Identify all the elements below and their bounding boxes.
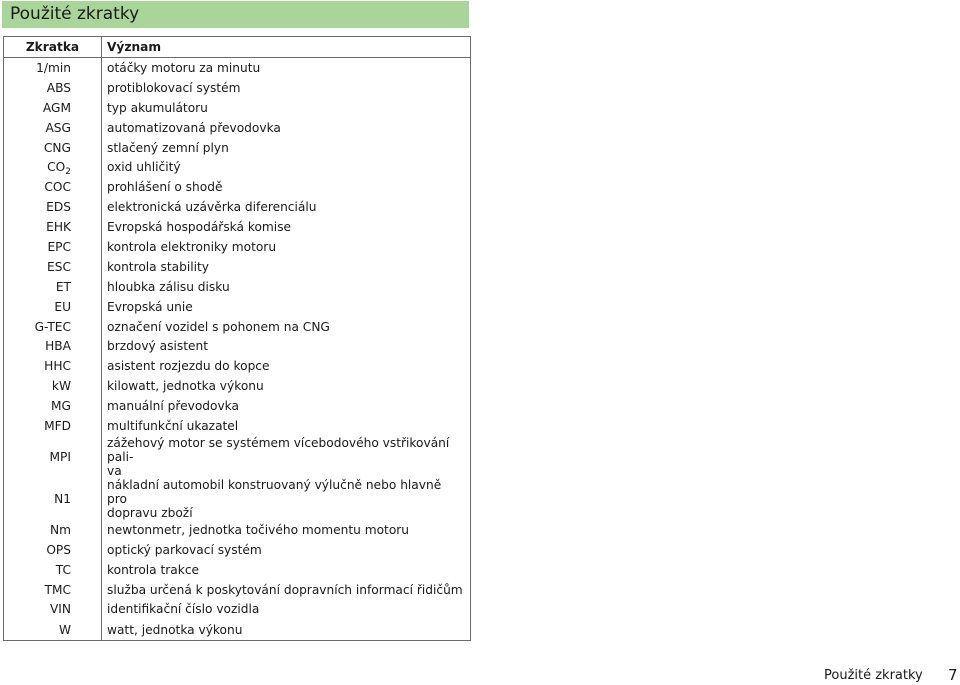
table-row xyxy=(4,560,471,580)
abbreviations-table xyxy=(3,36,471,641)
table-row xyxy=(4,436,471,478)
abbreviation-cell: MFD xyxy=(4,416,102,436)
meaning-cell: asistent rozjezdu do kopce xyxy=(102,356,471,376)
table-row xyxy=(4,297,471,317)
table-header-row xyxy=(4,37,471,58)
abbreviation-cell: ESC xyxy=(4,257,102,277)
table-row xyxy=(4,78,471,98)
abbreviation-cell: EDS xyxy=(4,197,102,217)
table-row xyxy=(4,478,471,520)
meaning-cell: brzdový asistent xyxy=(102,336,471,356)
table-row xyxy=(4,540,471,560)
meaning-cell: watt, jednotka výkonu xyxy=(102,619,471,641)
meaning-cell: Evropská hospodářská komise xyxy=(102,217,471,237)
abbreviation-text: CO xyxy=(47,160,66,175)
table-row xyxy=(4,356,471,376)
meaning-cell: prohlášení o shodě xyxy=(102,177,471,197)
abbreviation-cell: N1 xyxy=(4,478,102,520)
abbreviation-cell: G-TEC xyxy=(4,317,102,337)
table-row xyxy=(4,98,471,118)
abbreviation-cell: AGM xyxy=(4,98,102,118)
table-row xyxy=(4,277,471,297)
abbreviation-cell: Nm xyxy=(4,520,102,540)
table-row xyxy=(4,317,471,337)
meaning-cell: oxid uhličitý xyxy=(102,157,471,177)
abbreviation-cell: EU xyxy=(4,297,102,317)
table-row xyxy=(4,416,471,436)
abbreviation-cell: HHC xyxy=(4,356,102,376)
abbreviation-cell: kW xyxy=(4,376,102,396)
table-row xyxy=(4,599,471,619)
meaning-cell: elektronická uzávěrka diferenciálu xyxy=(102,197,471,217)
abbreviation-cell: EPC xyxy=(4,237,102,257)
meaning-cell: kontrola trakce xyxy=(102,560,471,580)
meaning-cell: manuální převodovka xyxy=(102,396,471,416)
page-number: 7 xyxy=(948,666,958,684)
meaning-cell: typ akumulátoru xyxy=(102,98,471,118)
column-header-meaning: Význam xyxy=(102,37,471,58)
meaning-line-1: nákladní automobil konstruovaný výlučně nebo hlavně pro xyxy=(107,477,442,506)
meaning-cell: identifikační číslo vozidla xyxy=(102,599,471,619)
abbreviation-cell: CNG xyxy=(4,138,102,158)
meaning-cell xyxy=(102,436,471,478)
abbreviation-cell: TC xyxy=(4,560,102,580)
meaning-cell: stlačený zemní plyn xyxy=(102,138,471,158)
table-row xyxy=(4,520,471,540)
meaning-cell: kilowatt, jednotka výkonu xyxy=(102,376,471,396)
subscript-text: 2 xyxy=(65,167,71,178)
meaning-cell: newtonmetr, jednotka točivého momentu motoru xyxy=(102,520,471,540)
table-row xyxy=(4,257,471,277)
abbreviation-cell: MPI xyxy=(4,436,102,478)
section-header xyxy=(2,1,469,28)
meaning-cell: multifunkční ukazatel xyxy=(102,416,471,436)
table-row xyxy=(4,138,471,158)
footer-section-title: Použité zkratky xyxy=(824,668,923,683)
abbreviation-cell: ET xyxy=(4,277,102,297)
column-header-abbreviation: Zkratka xyxy=(4,37,102,58)
table-row xyxy=(4,197,471,217)
meaning-line-1: zážehový motor se systémem vícebodového vstřikování pali- xyxy=(107,435,450,464)
abbreviation-cell: 1/min xyxy=(4,58,102,78)
meaning-cell: hloubka zálisu disku xyxy=(102,277,471,297)
meaning-cell: otáčky motoru za minutu xyxy=(102,58,471,78)
abbreviation-cell: OPS xyxy=(4,540,102,560)
meaning-cell: označení vozidel s pohonem na CNG xyxy=(102,317,471,337)
table-row xyxy=(4,580,471,600)
meaning-cell: služba určená k poskytování dopravních informací řidičům xyxy=(102,580,471,600)
meaning-cell: kontrola stability xyxy=(102,257,471,277)
table-row xyxy=(4,177,471,197)
meaning-line-2: dopravu zboží xyxy=(107,505,193,520)
abbreviation-cell: ABS xyxy=(4,78,102,98)
meaning-cell: optický parkovací systém xyxy=(102,540,471,560)
table-row xyxy=(4,237,471,257)
meaning-line-2: va xyxy=(107,463,122,478)
table-row xyxy=(4,157,471,177)
meaning-cell: automatizovaná převodovka xyxy=(102,118,471,138)
meaning-cell: protiblokovací systém xyxy=(102,78,471,98)
abbreviation-cell: TMC xyxy=(4,580,102,600)
table-row xyxy=(4,396,471,416)
abbreviation-cell: MG xyxy=(4,396,102,416)
meaning-cell: Evropská unie xyxy=(102,297,471,317)
abbreviation-cell: EHK xyxy=(4,217,102,237)
table-row xyxy=(4,118,471,138)
abbreviation-cell: W xyxy=(4,619,102,641)
meaning-cell: kontrola elektroniky motoru xyxy=(102,237,471,257)
abbreviation-cell xyxy=(4,157,102,177)
table-row xyxy=(4,58,471,78)
section-title: Použité zkratky xyxy=(10,4,140,24)
meaning-cell xyxy=(102,478,471,520)
abbreviation-cell: HBA xyxy=(4,336,102,356)
table-row xyxy=(4,217,471,237)
abbreviation-cell: COC xyxy=(4,177,102,197)
table-row xyxy=(4,376,471,396)
abbreviation-cell: ASG xyxy=(4,118,102,138)
abbreviation-cell: VIN xyxy=(4,599,102,619)
table-row xyxy=(4,336,471,356)
table-row xyxy=(4,619,471,641)
